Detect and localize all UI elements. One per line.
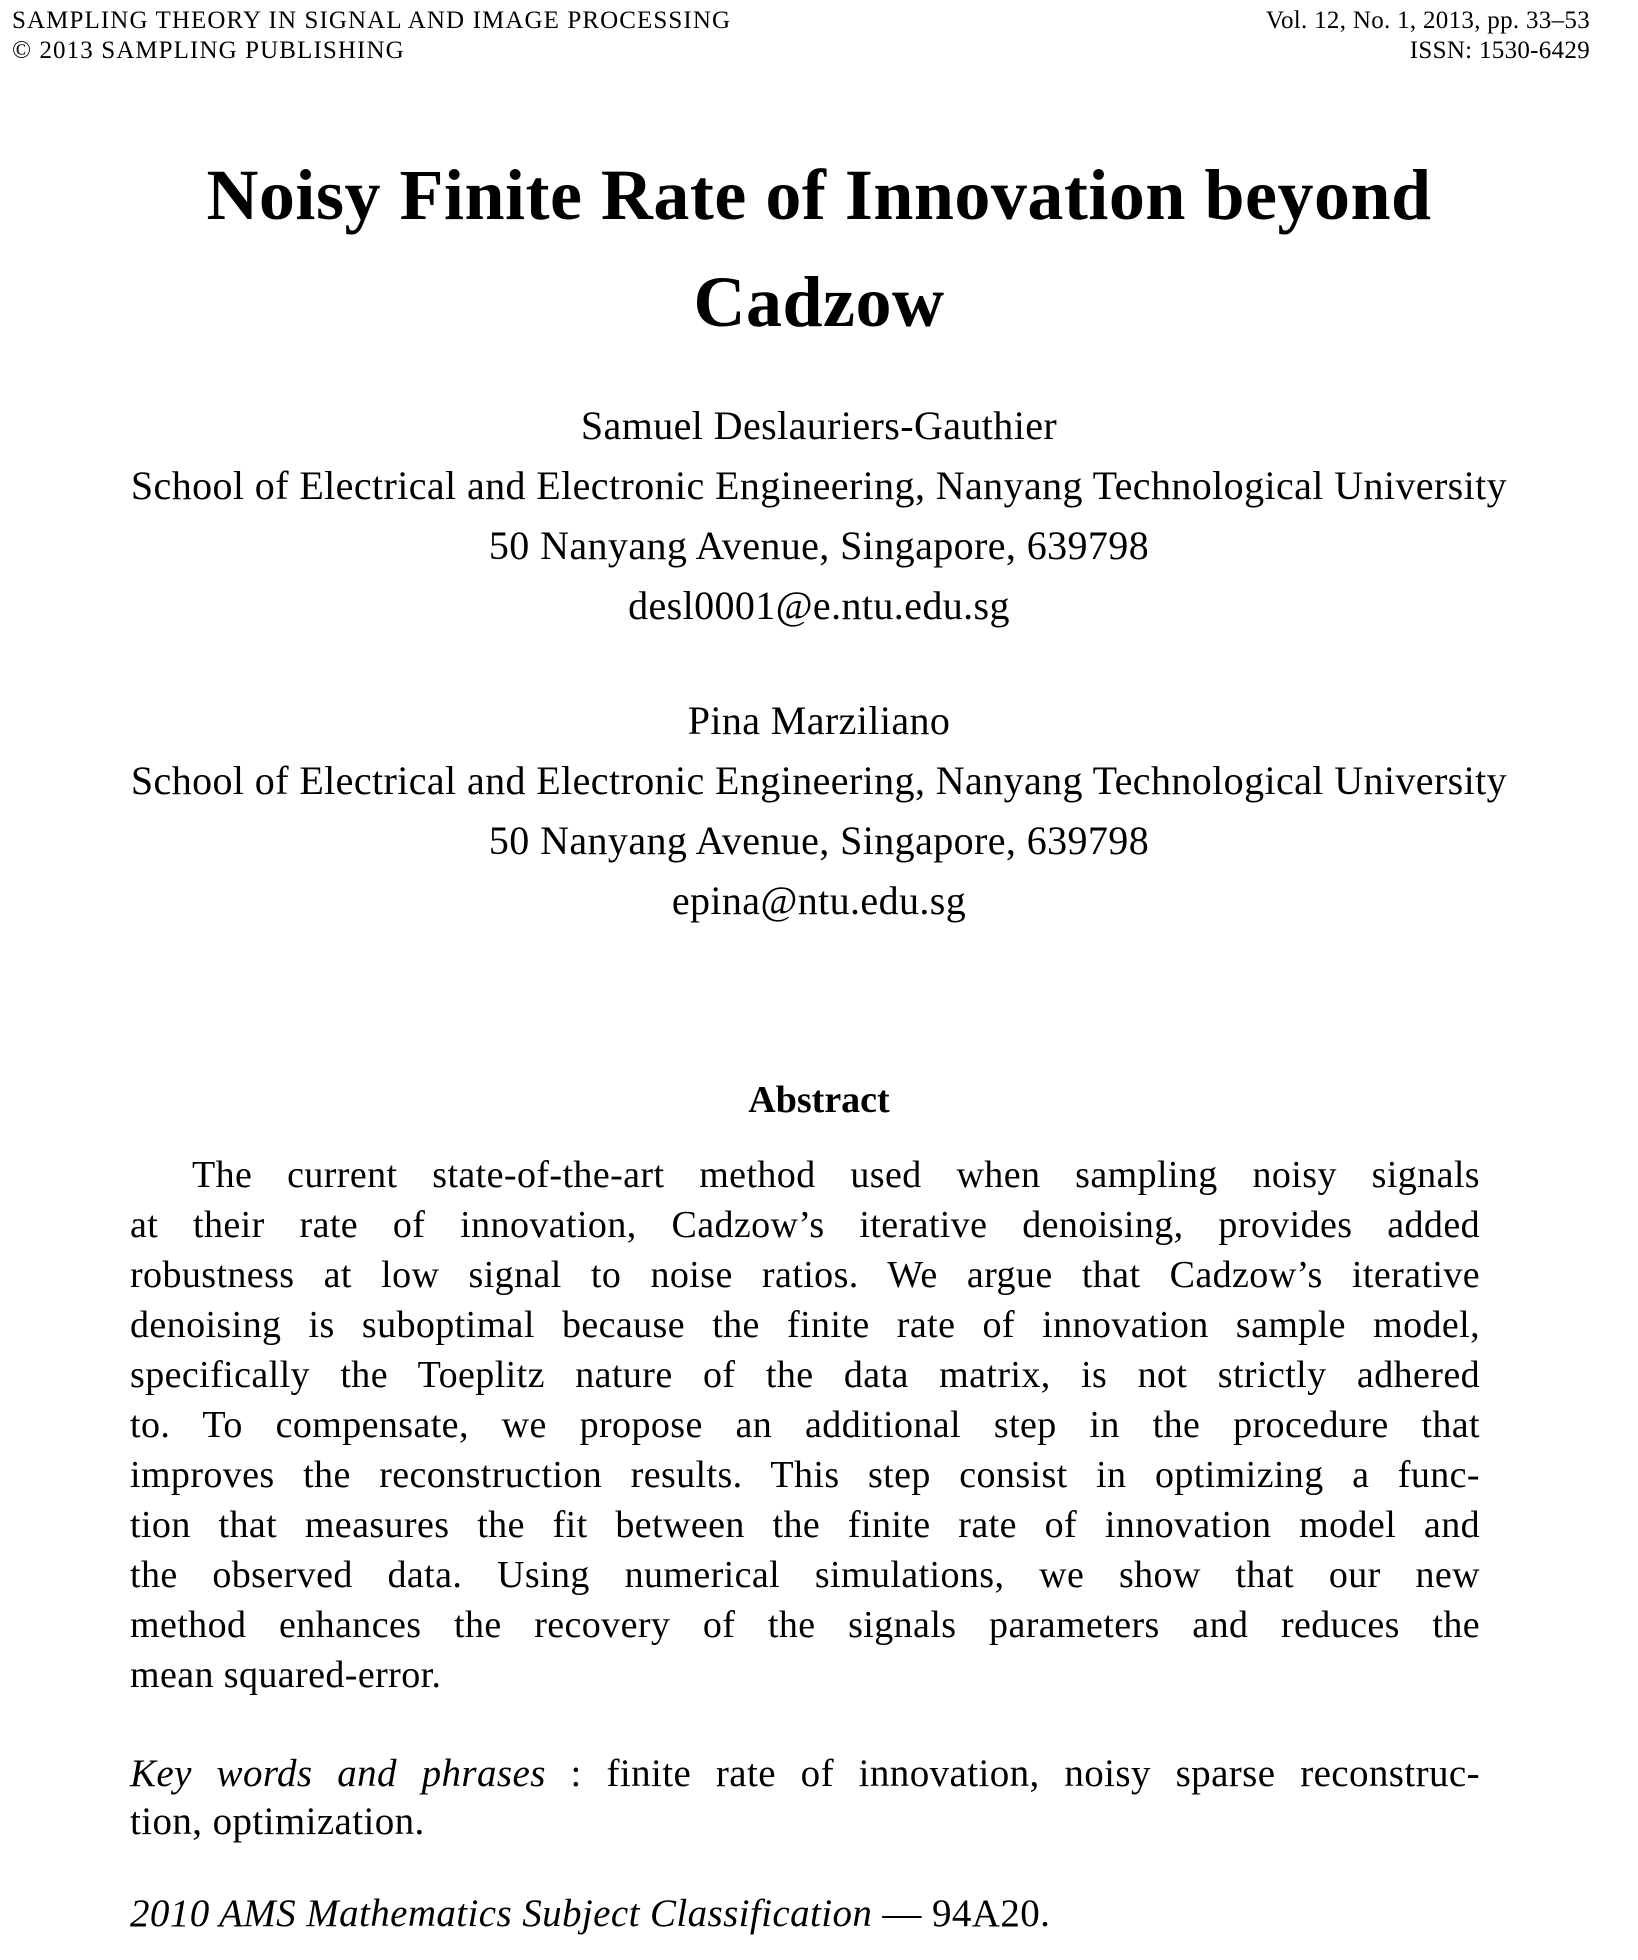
author-affiliation: School of Electrical and Electronic Engineering, Nanyang Technological University [130, 463, 1508, 508]
classification-line [130, 1890, 1480, 1938]
abstract-line: tion that measures the fit between the finite rate of innovation model and [130, 1504, 1480, 1546]
abstract-line: robustness at low signal to noise ratios. We argue that Cadzow’s iterative [130, 1254, 1480, 1296]
title-line-2: Cadzow [693, 262, 945, 342]
abstract-line: mean squared-error. [130, 1654, 442, 1696]
author-name: Samuel Deslauriers-Gauthier [580, 403, 1058, 448]
author-address: 50 Nanyang Avenue, Singapore, 639798 [488, 818, 1150, 863]
author-block-2 [0, 691, 1638, 931]
classification-label: 2010 AMS Mathematics Subject Classification [130, 1892, 873, 1935]
abstract-line: method enhances the recovery of the signals parameters and reduces the [130, 1604, 1480, 1646]
keywords-line-1 [130, 1750, 1480, 1798]
journal-header [0, 0, 1638, 66]
author-address: 50 Nanyang Avenue, Singapore, 639798 [488, 523, 1150, 568]
issn-line: ISSN: 1530-6429 [1409, 37, 1590, 64]
copyright-line: © 2013 SAMPLING PUBLISHING [12, 37, 405, 64]
abstract-line: at their rate of innovation, Cadzow’s iterative denoising, provides added [130, 1204, 1480, 1246]
classification-value: — 94A20. [872, 1892, 1051, 1935]
paper-title [0, 142, 1638, 356]
author-block-1 [0, 396, 1638, 636]
keywords-section [130, 1750, 1480, 1846]
abstract-line: to. To compensate, we propose an additional step in the procedure that [130, 1404, 1480, 1446]
journal-header-left [12, 6, 731, 66]
abstract-line: specifically the Toeplitz nature of the data matrix, is not strictly adhered [130, 1354, 1480, 1396]
abstract-line: the observed data. Using numerical simulations, we show that our new [130, 1554, 1480, 1596]
abstract-line: denoising is suboptimal because the finite rate of innovation sample model, [130, 1304, 1480, 1346]
author-email: desl0001@e.ntu.edu.sg [628, 583, 1010, 628]
title-line-1: Noisy Finite Rate of Innovation beyond [206, 155, 1432, 235]
journal-header-right [1266, 6, 1590, 66]
keywords-label: Key words and phrases [130, 1752, 546, 1795]
abstract-line: improves the reconstruction results. This step consist in optimizing a func- [130, 1454, 1480, 1496]
journal-name: SAMPLING THEORY IN SIGNAL AND IMAGE PROCESSING [12, 7, 732, 34]
classification-section [130, 1890, 1480, 1938]
abstract-heading: Abstract [748, 1079, 890, 1121]
abstract-section [130, 1150, 1480, 1700]
author-affiliation: School of Electrical and Electronic Engineering, Nanyang Technological University [130, 758, 1508, 803]
keywords-text: : finite rate of innovation, noisy sparse reconstruc- [545, 1752, 1480, 1795]
abstract-line: The current state-of-the-art method used when sampling noisy signals [192, 1154, 1480, 1196]
keywords-line-2: tion, optimization. [130, 1800, 425, 1843]
author-email: epina@ntu.edu.sg [671, 878, 967, 923]
volume-info: Vol. 12, No. 1, 2013, pp. 33–53 [1265, 7, 1590, 34]
author-name: Pina Marziliano [687, 698, 951, 743]
